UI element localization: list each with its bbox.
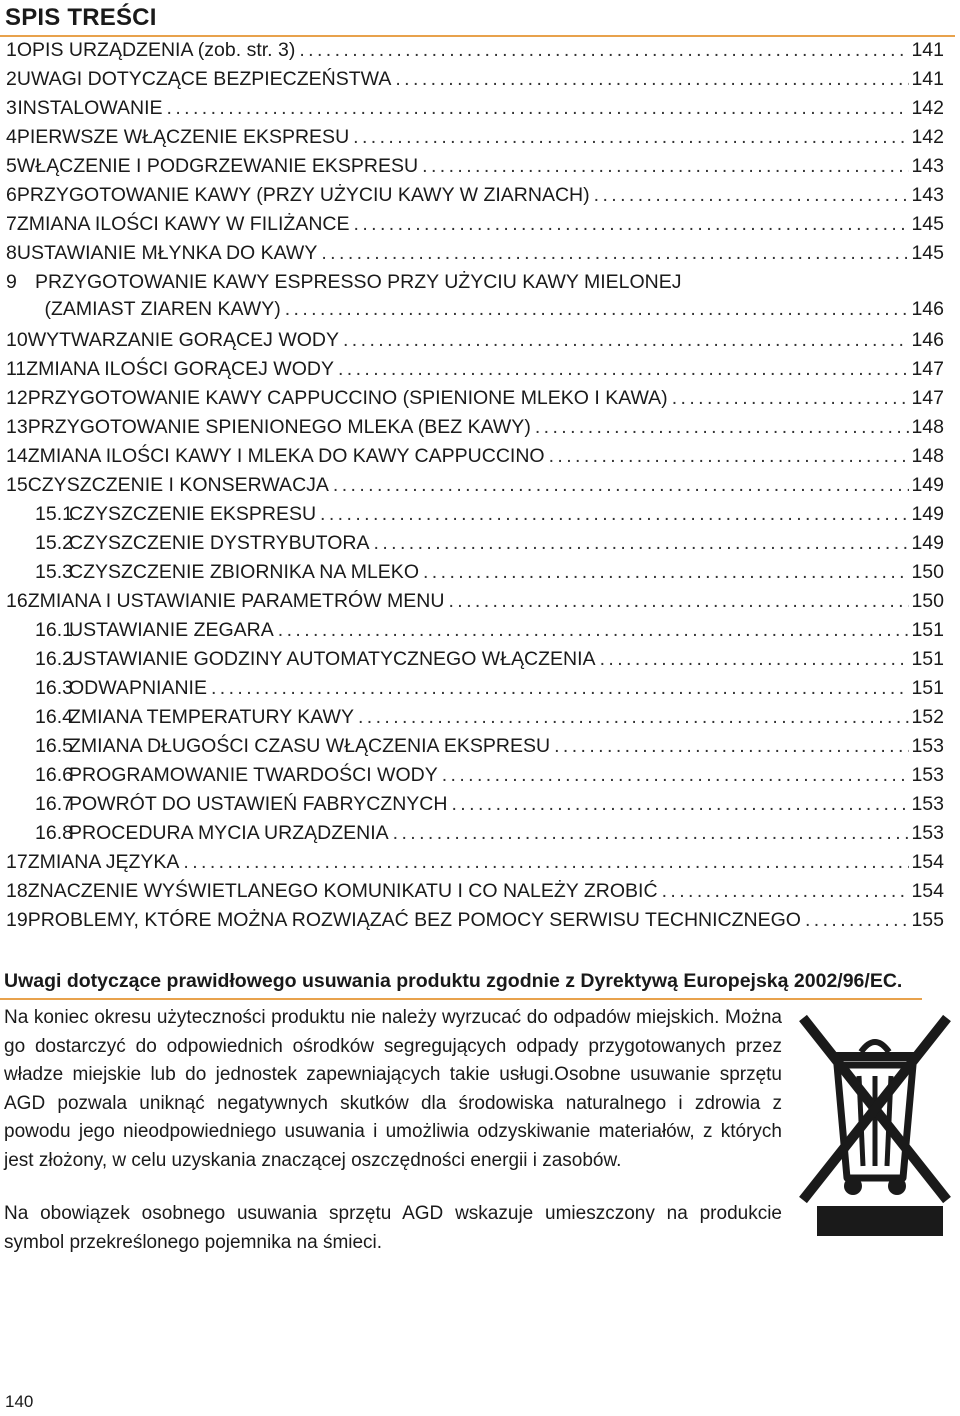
- toc-entry-page: 143: [911, 184, 944, 206]
- toc-entry: [0, 356, 944, 385]
- toc-entry-number: 17: [6, 851, 28, 873]
- toc-leader-dots: [594, 184, 910, 207]
- toc-entry-page: 145: [911, 213, 944, 235]
- toc-entry: [0, 95, 944, 124]
- toc-entry-title: PROCEDURA MYCIA URZĄDZENIA: [69, 822, 389, 844]
- toc-entry-number: 14: [6, 445, 28, 467]
- toc-entry-number: 8: [6, 242, 17, 264]
- toc-entry: [0, 878, 944, 907]
- toc-entry-page: 154: [911, 851, 944, 873]
- toc-entry-page: 147: [911, 387, 944, 409]
- toc-entry: [0, 791, 944, 820]
- toc-entry-page: 143: [911, 155, 944, 177]
- toc-leader-dots: [393, 822, 910, 845]
- toc-entry-page: 155: [911, 909, 944, 931]
- toc-entry-number: 16.2: [35, 648, 73, 670]
- toc-entry-number: 16.7: [35, 793, 73, 815]
- toc-entry-number: 3: [6, 97, 17, 119]
- toc-leader-dots: [285, 298, 910, 321]
- toc-entry: [0, 385, 944, 414]
- toc-entry-number: 19: [6, 909, 28, 931]
- toc-leader-dots: [320, 503, 909, 526]
- toc-entry: [0, 588, 944, 617]
- toc-entry-number: 16.3: [35, 677, 73, 699]
- toc-entry: [0, 211, 944, 240]
- toc-entry-title: ODWAPNIANIE: [69, 677, 207, 699]
- toc-entry-page: 150: [911, 590, 944, 612]
- toc-entry-title: CZYSZCZENIE DYSTRYBUTORA: [69, 532, 370, 554]
- toc-entry-number: 9: [6, 271, 17, 293]
- toc-leader-dots: [211, 677, 909, 700]
- toc-entry: [0, 66, 944, 95]
- toc-entry: [0, 182, 944, 211]
- toc-leader-dots: [554, 735, 909, 758]
- toc-entry: [0, 762, 944, 791]
- toc-leader-dots: [672, 387, 910, 410]
- toc-entry: [0, 617, 944, 646]
- toc-entry-page: 141: [911, 68, 944, 90]
- toc-entry-page: 151: [911, 619, 944, 641]
- toc-entry-page: 142: [911, 126, 944, 148]
- toc-entry-page: 153: [911, 764, 944, 786]
- toc-entry: [0, 327, 944, 356]
- toc-entry-page: 154: [911, 880, 944, 902]
- toc-entry-page: 151: [911, 677, 944, 699]
- toc-entry: [0, 704, 944, 733]
- toc-entry: [0, 153, 944, 182]
- toc-entry-number: 18: [6, 880, 28, 902]
- toc-entry-page: 149: [911, 474, 944, 496]
- toc-entry-title: ZMIANA ILOŚCI GORĄCEJ WODY: [26, 358, 334, 380]
- toc-leader-dots: [338, 358, 909, 381]
- toc-leader-dots: [395, 68, 909, 91]
- toc-leader-dots: [600, 648, 910, 671]
- toc-entry-page: 148: [911, 416, 944, 438]
- toc-entry-number: 11: [6, 358, 27, 380]
- toc-entry-title: ZMIANA DŁUGOŚCI CZASU WŁĄCZENIA EKSPRESU: [69, 735, 551, 757]
- toc-leader-dots: [354, 213, 910, 236]
- toc-entry-number: 15.1: [35, 503, 73, 525]
- toc-entry-title: ZMIANA ILOŚCI KAWY W FILIŻANCE: [16, 213, 350, 235]
- page-title: SPIS TREŚCI: [5, 4, 157, 31]
- toc-entry: [0, 675, 944, 704]
- toc-leader-dots: [448, 590, 909, 613]
- toc-entry: [0, 559, 944, 588]
- toc-entry-number: 16.8: [35, 822, 73, 844]
- toc-entry-page: 149: [911, 503, 944, 525]
- toc-entry-number: 15: [6, 474, 28, 496]
- toc-leader-dots: [423, 561, 909, 584]
- toc-entry: [0, 472, 944, 501]
- toc-entry-number: 16.1: [35, 619, 73, 641]
- toc-entry-number: 1: [6, 39, 17, 61]
- toc-entry: [0, 443, 944, 472]
- toc-entry-title: WYTWARZANIE GORĄCEJ WODY: [27, 329, 339, 351]
- toc-entry: [0, 298, 944, 327]
- toc-entry-number: 16.6: [35, 764, 73, 786]
- toc-entry-number: 6: [6, 184, 17, 206]
- toc-entry-number: 16.5: [35, 735, 73, 757]
- toc-entry-page: 148: [911, 445, 944, 467]
- toc-leader-dots: [358, 706, 909, 729]
- toc-entry-title: UWAGI DOTYCZĄCE BEZPIECZEŃSTWA: [16, 68, 392, 90]
- toc-leader-dots: [321, 242, 909, 265]
- toc-entry-title: CZYSZCZENIE I KONSERWACJA: [27, 474, 329, 496]
- toc-entry: [0, 646, 944, 675]
- toc-leader-dots: [343, 329, 909, 352]
- toc-entry-page: 151: [911, 648, 944, 670]
- toc-entry: [0, 37, 944, 66]
- toc-entry-page: 146: [911, 298, 944, 320]
- toc-entry-title: (ZAMIAST ZIAREN KAWY): [44, 298, 281, 320]
- toc-entry: [0, 907, 944, 936]
- toc-entry: [0, 733, 944, 762]
- toc-entry: [0, 240, 944, 269]
- toc-leader-dots: [662, 880, 910, 903]
- toc-leader-dots: [374, 532, 910, 555]
- toc-entry-number: 12: [6, 387, 28, 409]
- toc-entry-title: CZYSZCZENIE EKSPRESU: [69, 503, 317, 525]
- toc-entry-number: 4: [6, 126, 17, 148]
- toc-leader-dots: [451, 793, 909, 816]
- toc-leader-dots: [278, 619, 910, 642]
- notice-paragraph-2: Na obowiązek osobnego usuwania sprzętu AGD wskazuje umieszczony na produkcie symbol przekreślonego pojemnika na śmieci.: [4, 1203, 782, 1253]
- toc-entry-title: ZMIANA ILOŚCI KAWY I MLEKA DO KAWY CAPPUCCINO: [27, 445, 545, 467]
- toc-entry-title: USTAWIANIE GODZINY AUTOMATYCZNEGO WŁĄCZENIA: [69, 648, 596, 670]
- toc-entry: [0, 820, 944, 849]
- toc-leader-dots: [167, 97, 910, 120]
- toc-entry-number: 16: [6, 590, 28, 612]
- toc-entry-page: 147: [911, 358, 944, 380]
- toc-entry-title: POWRÓT DO USTAWIEŃ FABRYCZNYCH: [69, 793, 448, 815]
- toc-entry-page: 150: [911, 561, 944, 583]
- toc-entry-title: PIERWSZE WŁĄCZENIE EKSPRESU: [16, 126, 350, 148]
- page-number: 140: [5, 1392, 34, 1411]
- toc-entry-title: PROBLEMY, KTÓRE MOŻNA ROZWIĄZAĆ BEZ POMOCY SERWISU TECHNICZNEGO: [27, 909, 801, 931]
- toc-entry-number: 7: [6, 213, 17, 235]
- toc-entry-title: ZMIANA TEMPERATURY KAWY: [69, 706, 354, 728]
- toc-entry-title: PRZYGOTOWANIE KAWY (PRZY UŻYCIU KAWY W ZIARNACH): [16, 184, 590, 206]
- notice-paragraph-1: Na koniec okresu użyteczności produktu nie należy wyrzucać do odpadów miejskich. Można go dostarczyć do odpowiednich ośrodków segregujących odpady przygotowanych przez władze miejskie lub do jednostek zapewniających takie usługi.Osobne usuwanie sprzętu AGD pozwala uniknąć negatywnych skutków dla środowiska naturalnego i zdrowia z powodu jego nieodpowiedniego usuwania i umożliwia odzyskiwanie materiałów, z których jest złożony, w celu uzyskania znaczącej oszczędności energii i zasobów.: [4, 1007, 782, 1171]
- toc-entry-title: PRZYGOTOWANIE KAWY CAPPUCCINO (SPIENIONE MLEKO I KAWA): [27, 387, 668, 409]
- toc-entry: [0, 414, 944, 443]
- toc-entry-title: INSTALOWANIE: [17, 97, 163, 119]
- crossed-out-wheelie-bin-icon: [795, 1010, 955, 1245]
- toc-entry-title: USTAWIANIE ZEGARA: [69, 619, 274, 641]
- notice-heading: Uwagi dotyczące prawidłowego usuwania produktu zgodnie z Dyrektywą Europejską 2002/96/EC.: [4, 970, 903, 992]
- toc-entry-number: 16.4: [35, 706, 73, 728]
- toc-leader-dots: [422, 155, 909, 178]
- toc-entry-number: 13: [6, 416, 28, 438]
- toc-entry-page: 153: [911, 793, 944, 815]
- toc-entry-number: 5: [6, 155, 17, 177]
- toc-entry-page: 153: [911, 822, 944, 844]
- toc-entry: [0, 530, 944, 559]
- toc-leader-dots: [353, 126, 909, 149]
- toc-entry-title: PRZYGOTOWANIE KAWY ESPRESSO PRZY UŻYCIU KAWY MIELONEJ: [35, 271, 682, 293]
- toc-entry-page: 145: [911, 242, 944, 264]
- toc-entry-title: PROGRAMOWANIE TWARDOŚCI WODY: [69, 764, 438, 786]
- table-of-contents: [0, 37, 944, 936]
- toc-entry-page: 152: [911, 706, 944, 728]
- toc-leader-dots: [535, 416, 910, 439]
- toc-entry-page: 153: [911, 735, 944, 757]
- toc-entry-title: USTAWIANIE MŁYNKA DO KAWY: [16, 242, 318, 264]
- toc-entry: [0, 849, 944, 878]
- toc-entry-title: ZNACZENIE WYŚWIETLANEGO KOMUNIKATU I CO NALEŻY ZROBIĆ: [27, 880, 658, 902]
- toc-entry: [0, 501, 944, 530]
- toc-entry-title: ZMIANA JĘZYKA: [27, 851, 180, 873]
- toc-entry-page: 149: [911, 532, 944, 554]
- toc-entry: [0, 269, 944, 298]
- toc-leader-dots: [442, 764, 910, 787]
- toc-entry-page: 142: [911, 97, 944, 119]
- toc-entry-number: 10: [6, 329, 28, 351]
- notice-divider: [0, 998, 922, 1000]
- toc-entry: [0, 124, 944, 153]
- toc-leader-dots: [183, 851, 909, 874]
- toc-entry-title: PRZYGOTOWANIE SPIENIONEGO MLEKA (BEZ KAWY): [27, 416, 531, 438]
- toc-entry-title: CZYSZCZENIE ZBIORNIKA NA MLEKO: [69, 561, 419, 583]
- toc-entry-title: WŁĄCZENIE I PODGRZEWANIE EKSPRESU: [16, 155, 419, 177]
- toc-leader-dots: [333, 474, 910, 497]
- toc-entry-title: OPIS URZĄDZENIA (zob. str. 3): [16, 39, 296, 61]
- toc-entry-number: 15.3: [35, 561, 73, 583]
- toc-leader-dots: [805, 909, 910, 932]
- toc-entry-page: 146: [911, 329, 944, 351]
- toc-entry-page: 141: [911, 39, 944, 61]
- toc-entry-number: 2: [6, 68, 17, 90]
- toc-entry-title: ZMIANA I USTAWIANIE PARAMETRÓW MENU: [27, 590, 445, 612]
- toc-leader-dots: [299, 39, 909, 62]
- toc-leader-dots: [549, 445, 910, 468]
- toc-entry-number: 15.2: [35, 532, 73, 554]
